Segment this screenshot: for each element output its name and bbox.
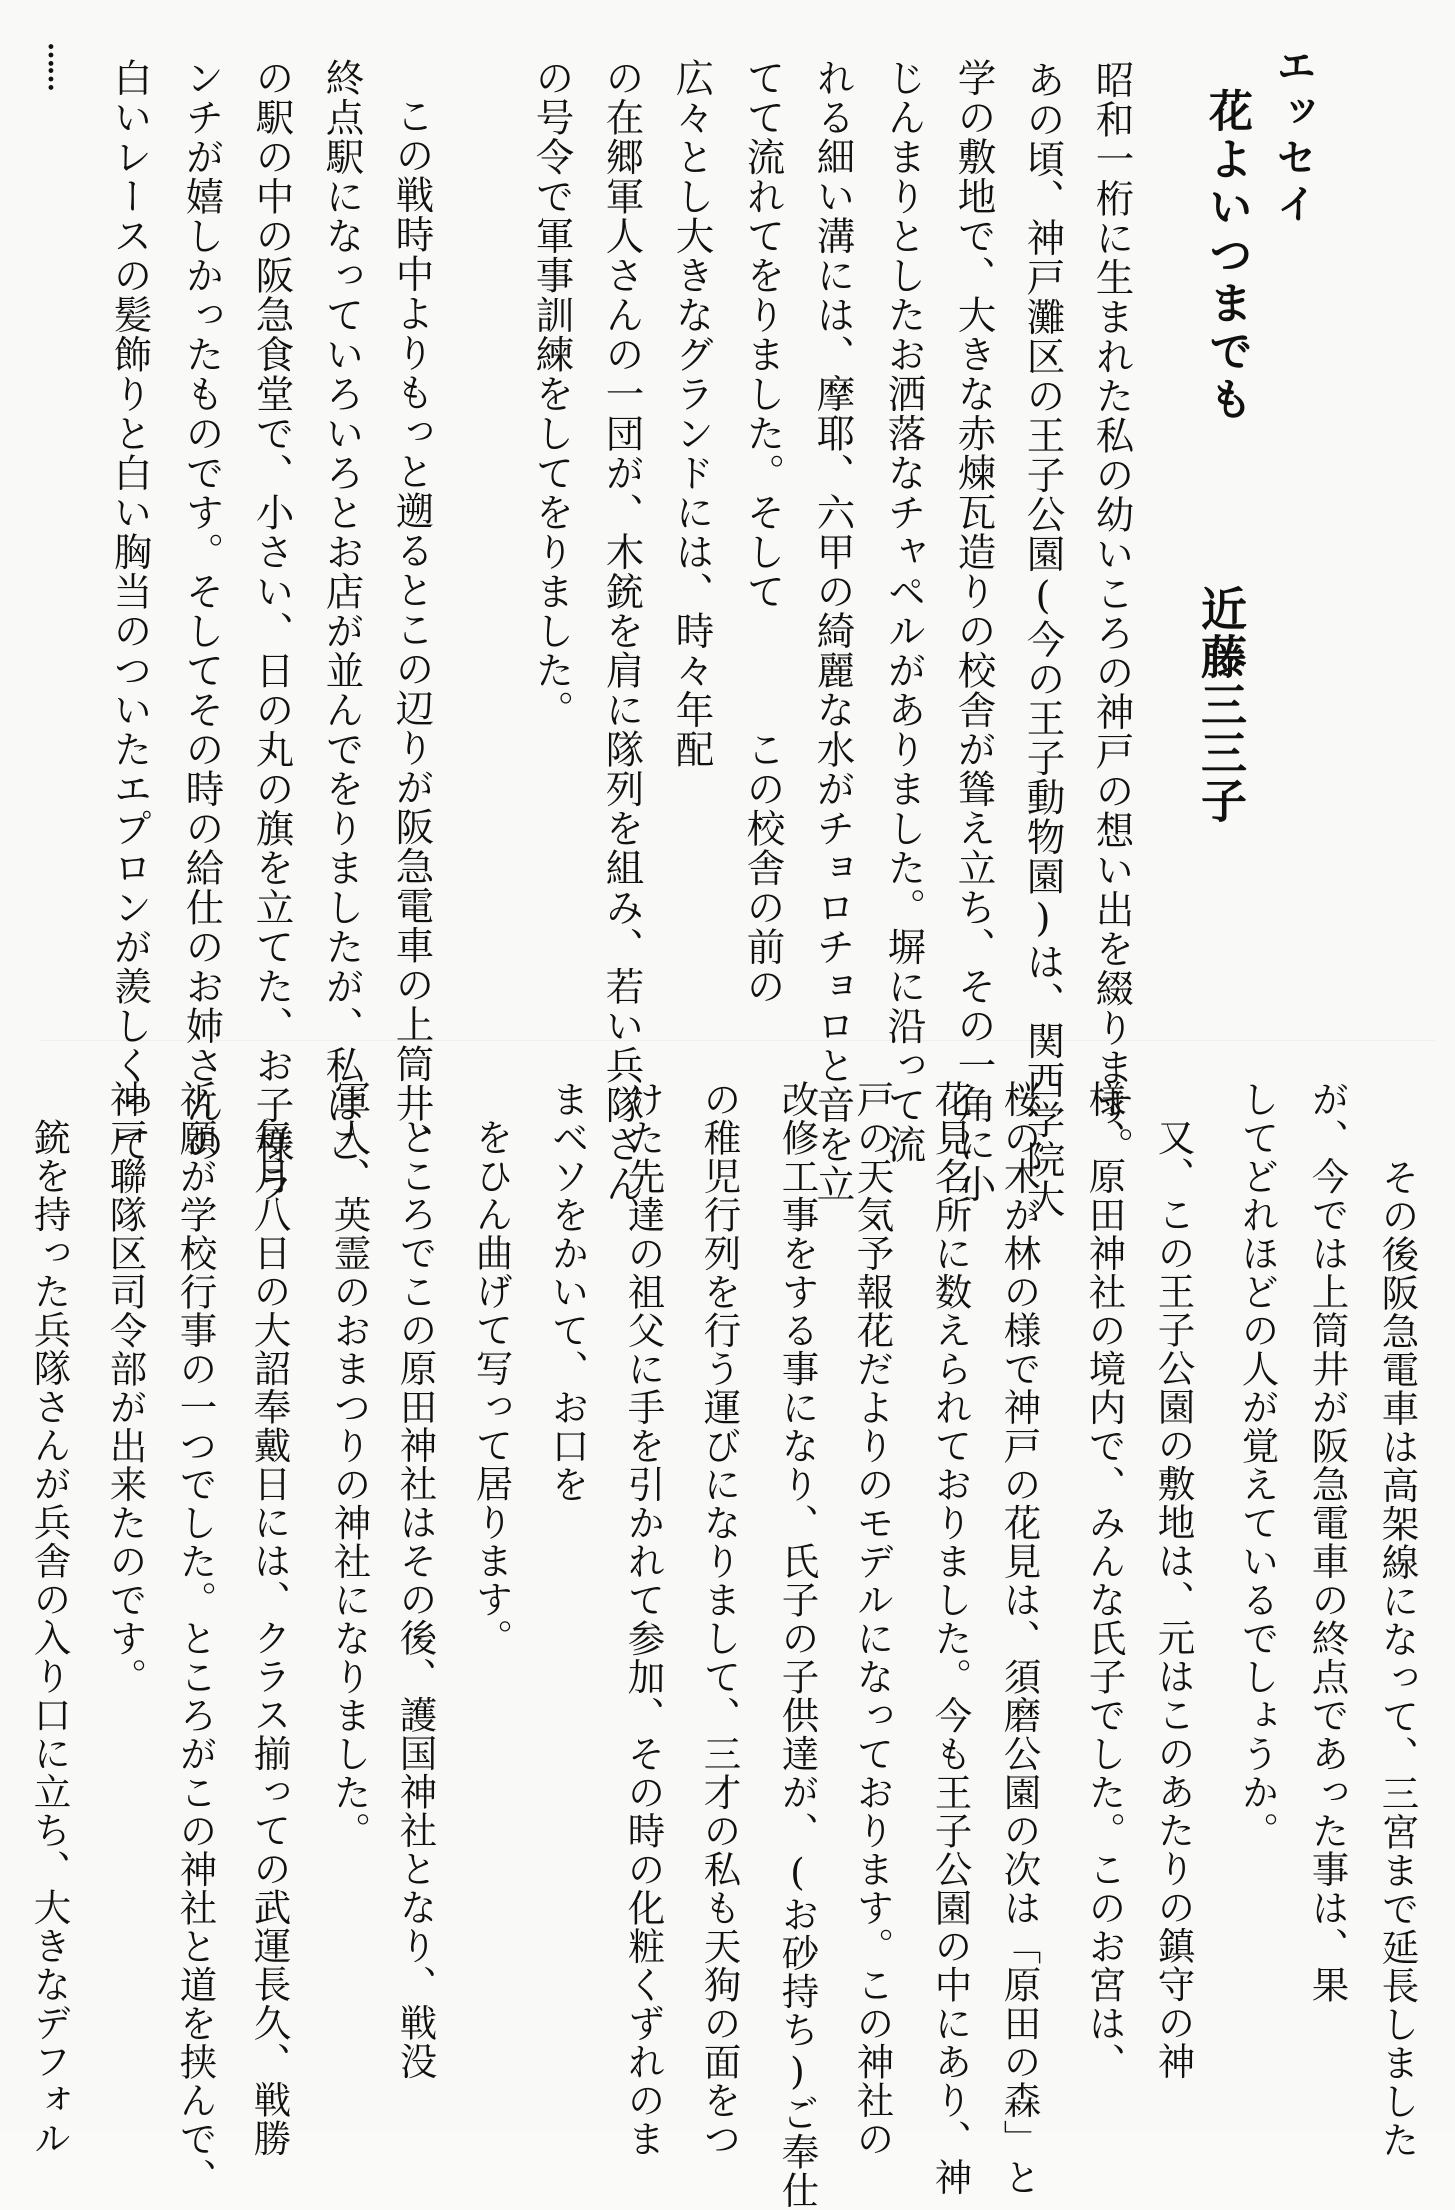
- text-column-top-14: 白いレースの髪飾りと白い胸当のついたエプロンが羨しくって: [107, 58, 153, 1164]
- text-column-top-13: ンチが嬉しかったものです。そしてその時の給仕のお姉さんの: [179, 58, 225, 1164]
- text-column-bottom-8: 戸の天気予報花だよりのモデルになっております。この神社の: [850, 1080, 895, 2158]
- text-column-bottom-14: ところでこの原田神社はその後、護国神社となり、戦没: [393, 1118, 438, 2081]
- text-column-top-6: てて流れてをりました。そして この校舎の前の: [740, 58, 786, 1006]
- text-column-bottom-12: まベソをかいて、お口を: [545, 1080, 590, 1504]
- text-column-bottom-1: その後阪急電車は高架線になって、三宮まで延長しました: [1375, 1158, 1420, 2159]
- text-column-bottom-4: 又、この王子公園の敷地は、元はこのあたりの鎮守の神: [1151, 1118, 1196, 2081]
- text-column-bottom-7: 花見名所に数えられておりました。今も王子公園の中にあり、神: [928, 1080, 973, 2197]
- text-column-top-12: の駅の中の阪急食堂で、小さい、日の丸の旗を立てた、お子様ラ: [249, 58, 295, 1204]
- text-column-bottom-11: けた先達の祖父に手を引かれて参加、その時の化粧くずれのま: [621, 1080, 666, 2158]
- text-column-top-7: 広々とし大きなグランドには、時々年配: [669, 58, 715, 769]
- author-name: 近藤三三子: [1194, 585, 1248, 825]
- essay-title: 花よいつまでも: [1201, 88, 1252, 424]
- text-column-bottom-5: 様、原田神社の境内で、みんな氏子でした。このお宮は、: [1082, 1080, 1127, 2081]
- text-column-bottom-13: をひん曲げて写って居ります。: [469, 1118, 514, 1657]
- text-column-bottom-18: 神戸聯隊区司令部が出来たのです。: [103, 1080, 148, 1696]
- text-column-bottom-16: 毎月八日の大詔奉戴日には、クラス揃っての武運長久、戦勝: [247, 1118, 292, 2158]
- text-column-top-11: 終点駅になっていろいろとお店が並んでをりましたが、私はこ: [319, 58, 365, 1164]
- section-divider: [40, 1040, 1435, 1041]
- text-column-bottom-2: が、今では上筒井が阪急電車の終点であった事は、果: [1305, 1080, 1350, 2004]
- text-column-top-3: 学の敷地で、大きな赤煉瓦造りの校舎が聳え立ち、その一角に小: [951, 58, 997, 1204]
- text-column-bottom-6: 桜の木が林の様で神戸の花見は、須磨公園の次は「原田の森」と: [997, 1080, 1042, 2197]
- text-column-bottom-17: 祈願が学校行事の一つでした。ところがこの神社と道を挟んで、: [173, 1080, 218, 2197]
- essay-label: エッセイ: [1270, 45, 1317, 229]
- text-column-top-4: じんまりとしたお洒落なチャペルがありました。塀に沿って流: [881, 58, 927, 1164]
- ellipsis: ……: [42, 42, 72, 90]
- text-column-top-1: 昭和一桁に生まれた私の幼いころの神戸の想い出を綴ります。: [1089, 60, 1135, 1166]
- text-column-top-10: この戦時中よりもっと遡るとこの辺りが阪急電車の上筒井、: [389, 96, 435, 1163]
- text-column-top-5: れる細い溝には、摩耶、六甲の綺麗な水がチョロチョロと音を立: [810, 58, 856, 1204]
- text-column-top-9: の号令で軍事訓練をしてをりました。: [529, 58, 575, 730]
- text-column-bottom-10: の稚児行列を行う運びになりまして、三才の私も天狗の面をつ: [697, 1080, 742, 2158]
- text-column-top-8: の在郷軍人さんの一団が、木銃を肩に隊列を組み、若い兵隊さん: [599, 58, 645, 1204]
- text-column-bottom-9: 改修工事をする事になり、氏子の子供達が、(お砂持ち)ご奉仕: [775, 1080, 820, 2210]
- text-column-bottom-19: 銃を持った兵隊さんが兵舎の入り口に立ち、大きなデフォル: [27, 1118, 72, 2158]
- text-column-bottom-15: 軍人、英霊のおまつりの神社になりました。: [327, 1080, 372, 1850]
- text-column-bottom-3: してどれほどの人が覚えているでしょうか。: [1235, 1080, 1280, 1850]
- text-column-top-2: あの頃、神戸灘区の王子公園(今の王子動物園)は、関西学院大: [1020, 60, 1066, 1219]
